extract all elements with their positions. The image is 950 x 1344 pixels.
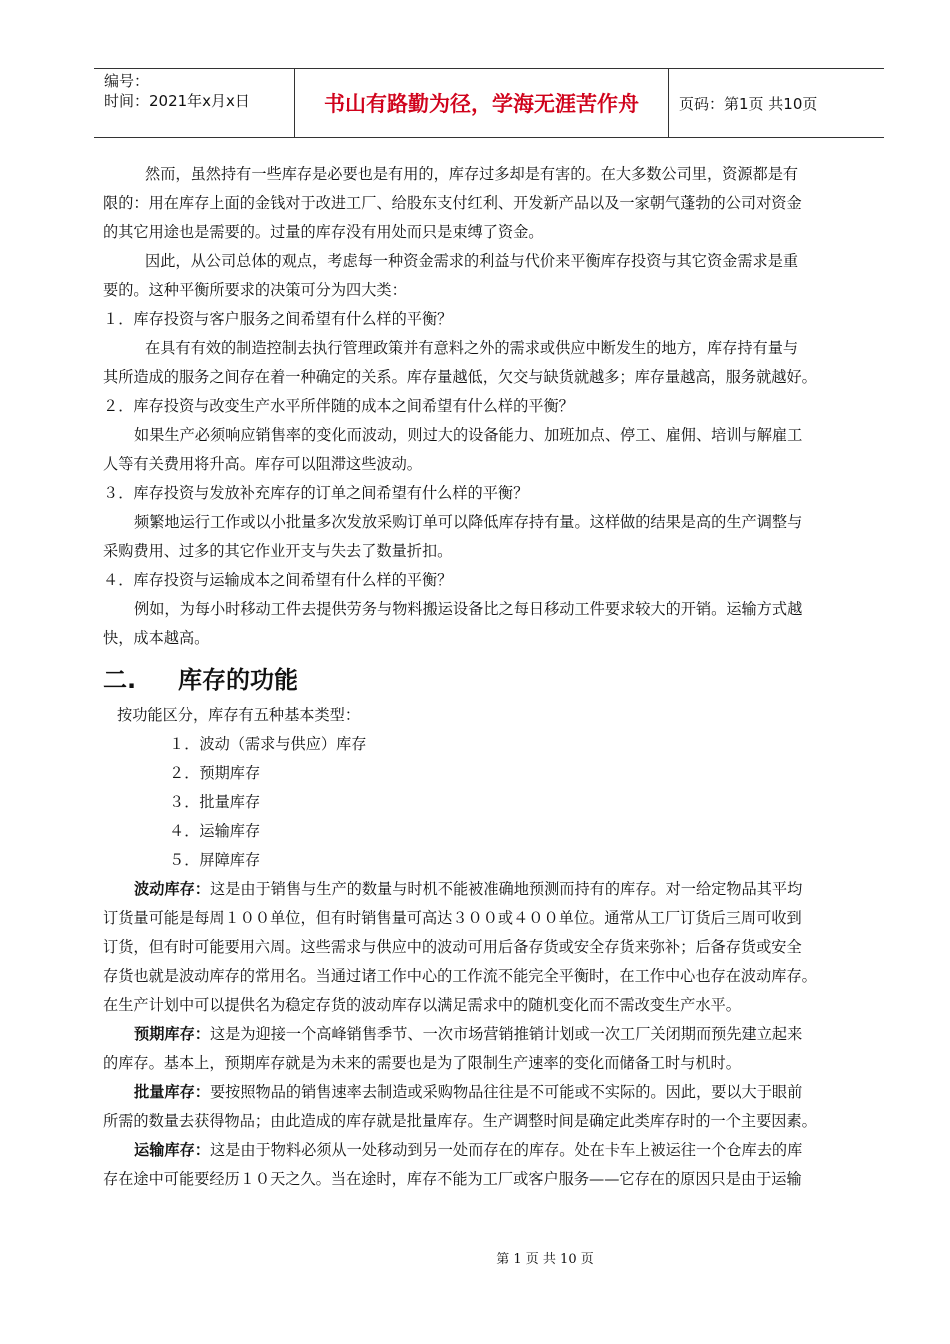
p2-line1: 因此，从公司总体的观点，考虑每一种资金需求的利益与代价来平衡库存投资与其它资金需求是重 <box>145 252 799 270</box>
def-fluctuation-line1 <box>134 879 802 899</box>
q1: １．库存投资与客户服务之间希望有什么样的平衡？ <box>103 310 453 328</box>
def-anticipation-line1 <box>134 1024 802 1044</box>
p1-line3: 的其它用途也是需要的。过量的库存没有用处而只是束缚了资金。 <box>103 223 544 241</box>
section-heading <box>103 665 298 695</box>
def-transport-line2: 存在途中可能要经历１０天之久。当在途时，库存不能为工厂或客户服务——它存在的原因只是由于运输 <box>103 1170 802 1188</box>
def-lot-text: 要按照物品的销售速率去制造或采购物品往往是不可能或不实际的。因此，要以大于眼前 <box>209 1083 803 1101</box>
def-anticipation-term: 预期库存： <box>134 1025 210 1043</box>
q4: ４．库存投资与运输成本之间希望有什么样的平衡？ <box>103 571 453 589</box>
def-anticipation-line2: 的库存。基本上，预期库存就是为未来的需要也是为了限制生产速率的变化而储备工时与机时。 <box>103 1054 741 1072</box>
def-lot-term: 批量库存： <box>134 1083 210 1101</box>
def-transport-line1 <box>134 1140 802 1160</box>
def-fluctuation-line3: 订货，但有时可能要用六周。这些需求与供应中的波动可用后备存货或安全存货来弥补；后备存货或安全 <box>103 938 802 956</box>
q2: ２．库存投资与改变生产水平所伴随的成本之间希望有什么样的平衡？ <box>103 397 574 415</box>
p1-line2: 限的：用在库存上面的金钱对于改进工厂、给股东支付红利、开发新产品以及一家朝气蓬勃的公司对资金 <box>103 194 802 212</box>
section-intro: 按功能区分，库存有五种基本类型： <box>117 706 360 724</box>
section-number: 二. <box>103 666 137 694</box>
header-motto: 书山有路勤为径，学海无涯苦作舟 <box>295 69 669 137</box>
list-item: ４．运输库存 <box>169 822 261 840</box>
number-label: 编号： <box>104 72 150 90</box>
def-transport-text: 这是由于物料必须从一处移动到另一处而存在的库存。处在卡车上被运往一个仓库去的库 <box>209 1141 803 1159</box>
header-page-info: 页码：第1页 共10页 <box>679 94 818 113</box>
def-fluctuation-line4: 存货也就是波动库存的常用名。当通过诸工作中心的工作流不能完全平衡时，在工作中心也存在波动库存。 <box>103 967 817 985</box>
def-lot-line1 <box>134 1082 802 1102</box>
def-lot-line2: 所需的数量去获得物品；由此造成的库存就是批量库存。生产调整时间是确定此类库存时的一个主要因素。 <box>103 1112 817 1130</box>
q2-answer-line2: 人等有关费用将升高。库存可以阻滞这些波动。 <box>103 455 422 473</box>
def-fluctuation-line2: 订货量可能是每周１００单位，但有时销售量可高达３００或４００单位。通常从工厂订货后三周可收到 <box>103 909 802 927</box>
list-item: ３．批量库存 <box>169 793 261 811</box>
q1-answer-line1: 在具有有效的制造控制去执行管理政策并有意料之外的需求或供应中断发生的地方，库存持有量与 <box>145 339 799 357</box>
list-item: １．波动（需求与供应）库存 <box>169 735 367 753</box>
p2-line2: 要的。这种平衡所要求的决策可分为四大类： <box>103 281 407 299</box>
def-fluctuation-term: 波动库存： <box>134 880 210 898</box>
def-transport-term: 运输库存： <box>134 1141 210 1159</box>
q3-answer-line1: 频繁地运行工作或以小批量多次发放采购订单可以降低库存持有量。这样做的结果是高的生产调整与 <box>134 513 803 531</box>
q3: ３．库存投资与发放补充库存的订单之间希望有什么样的平衡？ <box>103 484 529 502</box>
def-fluctuation-text: 这是由于销售与生产的数量与时机不能被准确地预测而持有的库存。对一给定物品其平均 <box>209 880 803 898</box>
q1-answer-line2: 其所造成的服务之间存在着一种确定的关系。库存量越低，欠交与缺货就越多；库存量越高，服务就越好。 <box>103 368 817 386</box>
q4-answer-line2: 快，成本越高。 <box>103 629 210 647</box>
list-item: ５．屏障库存 <box>169 851 261 869</box>
q3-answer-line2: 采购费用、过多的其它作业开支与失去了数量折扣。 <box>103 542 453 560</box>
list-item: ２．预期库存 <box>169 764 261 782</box>
def-fluctuation-line5: 在生产计划中可以提供名为稳定存货的波动库存以满足需求中的随机变化而不需改变生产水平。 <box>103 996 741 1014</box>
document-header <box>94 68 884 138</box>
def-anticipation-text: 这是为迎接一个高峰销售季节、一次市场营销推销计划或一次工厂关闭期而预先建立起来 <box>209 1025 803 1043</box>
time-label: 时间：2021年x月x日 <box>104 92 250 110</box>
section-title: 库存的功能 <box>178 666 298 694</box>
p1-line1: 然而，虽然持有一些库存是必要也是有用的，库存过多却是有害的。在大多数公司里，资源都是有 <box>145 165 799 183</box>
q4-answer-line1: 例如，为每小时移动工件去提供劳务与物料搬运设备比之每日移动工件要求较大的开销。运输方式越 <box>134 600 803 618</box>
header-meta <box>94 69 295 137</box>
page-footer: 第 1 页 共 10 页 <box>496 1252 594 1267</box>
q2-answer-line1: 如果生产必须响应销售率的变化而波动，则过大的设备能力、加班加点、停工、雇佣、培训与解雇工 <box>134 426 803 444</box>
